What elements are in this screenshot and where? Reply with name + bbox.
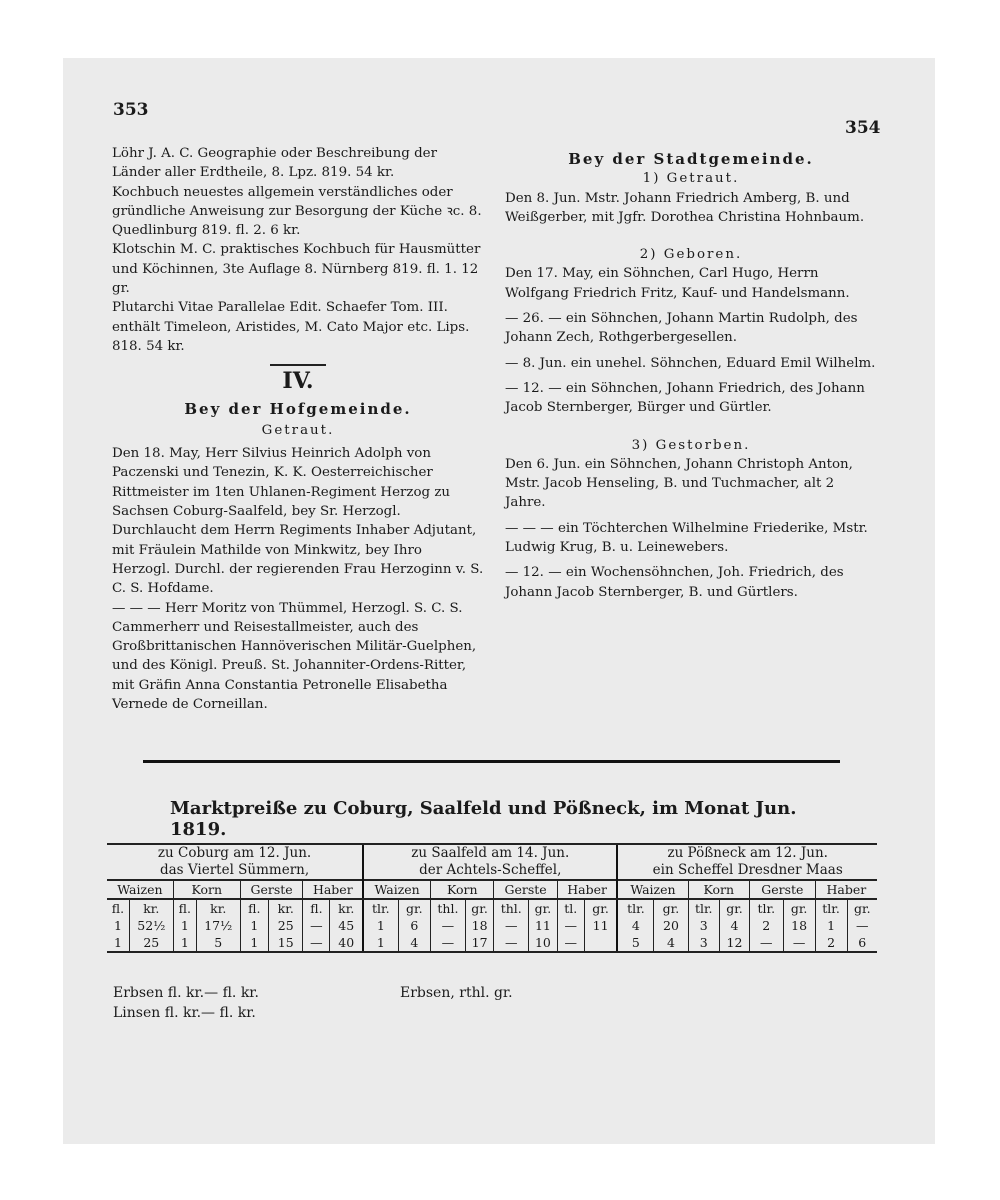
price-cell: 12: [719, 934, 749, 952]
price-cell: 1: [363, 917, 398, 934]
unit-cell: tlr.: [617, 899, 654, 917]
price-cell: —: [494, 917, 529, 934]
grain-header: Waizen: [363, 880, 430, 899]
price-cell: 2: [815, 934, 847, 952]
record-entry: Den 8. Jun. Mstr. Johann Friedrich Amberg, B. und Weißgerber, mit Jgfr. Dorothea Christina Hohnbaum.: [505, 190, 865, 225]
record-entry: — — — ein Töchterchen Wilhelmine Friederike, Mstr. Ludwig Krug, B. u. Leinewebers.: [505, 520, 868, 556]
record-entry: — 8. Jun. ein unehel. Söhnchen, Eduard Emil Wilhelm.: [505, 355, 876, 371]
unit-cell: tlr.: [688, 899, 719, 917]
price-cell: 5: [617, 934, 654, 952]
grain-header: Haber: [303, 880, 363, 899]
unit-cell: kr.: [268, 899, 303, 917]
record-entry: — 26. — ein Söhnchen, Johann Martin Rudolph, des Johann Zech, Rothgerbergesellen.: [505, 311, 858, 346]
price-cell: 52½: [129, 917, 173, 934]
book-entry: Plutarchi Vitae Parallelae Edit. Schaefer Tom. III. enthält Timeleon, Aristides, M. Cato Major etc. Lips. 818. 54 kr.: [112, 300, 470, 354]
price-cell: 40: [330, 934, 363, 952]
price-cell: 1: [173, 917, 196, 934]
unit-cell: fl.: [303, 899, 330, 917]
unit-cell: gr.: [719, 899, 749, 917]
grain-header: Waizen: [107, 880, 173, 899]
saalfeld-erbsen-line: Erbsen, rthl. gr.: [400, 985, 513, 1001]
page-divider: [143, 760, 840, 763]
price-cell: 4: [617, 917, 654, 934]
unit-cell: kr.: [129, 899, 173, 917]
record-entry: — 12. — ein Wochensöhnchen, Joh. Friedrich, des Johann Jacob Sternberger, B. und Gürtlers.: [505, 565, 844, 600]
right-column: [505, 150, 877, 602]
unit-cell: gr.: [584, 899, 617, 917]
unit-cell: thl.: [431, 899, 466, 917]
grain-header: Gerste: [240, 880, 303, 899]
unit-cell: fl.: [173, 899, 196, 917]
price-cell: 45: [330, 917, 363, 934]
unit-cell: gr.: [783, 899, 815, 917]
group-header-poessneck: zu Pößneck am 12. Jun. ein Scheffel Dresdner Maas: [617, 844, 877, 880]
price-cell: —: [847, 917, 877, 934]
price-cell: —: [494, 934, 529, 952]
price-row: [107, 934, 877, 952]
price-cell: 5: [196, 934, 240, 952]
price-cell: —: [557, 917, 584, 934]
price-cell: 15: [268, 934, 303, 952]
price-cell: 17½: [196, 917, 240, 934]
price-cell: 11: [584, 917, 617, 934]
linsen-line: Linsen fl. kr.— fl. kr.: [113, 1005, 256, 1021]
book-entry: Klotschin M. C. praktisches Kochbuch für Hausmütter und Köchinnen, 3te Auflage 8. Nürnberg 819. fl. 1. 12 gr.: [112, 242, 481, 297]
left-column: [112, 144, 484, 714]
section-heading: Bey der Hofgemeinde.: [184, 399, 412, 418]
unit-cell: gr.: [529, 899, 558, 917]
price-cell: 1: [113, 918, 122, 933]
unit-row: [107, 899, 877, 917]
grain-header: Gerste: [749, 880, 815, 899]
grain-header: Haber: [815, 880, 877, 899]
price-cell: 25: [268, 917, 303, 934]
price-cell: 6: [847, 934, 877, 952]
grain-header: Waizen: [617, 880, 688, 899]
book-entry: Löhr J. A. C. Geographie oder Beschreibung der Länder aller Erdtheile, 8. Lpz. 819. 54 kr.: [112, 146, 437, 181]
group-header-saalfeld: zu Saalfeld am 14. Jun. der Achtels-Scheffel,: [363, 844, 617, 880]
sub-heading: 3) Gestorben.: [631, 437, 751, 453]
price-cell: 1: [107, 934, 129, 952]
price-cell: 1: [815, 917, 847, 934]
price-cell: 6: [398, 917, 431, 934]
price-cell: 3: [688, 917, 719, 934]
price-cell: 11: [529, 917, 558, 934]
price-cell: 1: [240, 934, 268, 952]
record-entry: — 12. — ein Söhnchen, Johann Friedrich, des Johann Jacob Sternberger, Bürger und Gürtler.: [505, 380, 865, 416]
price-cell: —: [303, 934, 330, 952]
record-entry: Den 17. May, ein Söhnchen, Carl Hugo, Herrn Wolfgang Friedrich Fritz, Kauf- und Handelsmann.: [505, 266, 850, 301]
price-cell: [584, 934, 617, 952]
price-cell: 3: [688, 934, 719, 952]
unit-cell: gr.: [465, 899, 494, 917]
price-cell: 18: [783, 917, 815, 934]
sub-heading: Getraut.: [261, 422, 335, 438]
grain-header: Korn: [688, 880, 749, 899]
unit-cell: tl.: [557, 899, 584, 917]
price-row: [107, 917, 877, 934]
group-header-coburg: zu Coburg am 12. Jun. das Viertel Sümmern,: [107, 844, 363, 880]
record-entry: — — — Herr Moritz von Thümmel, Herzogl. S. C. S. Cammerherr und Reisestallmeister, auch des Großbrittanischen Hannöverischen Militär-Guelphen, und des Königl. Preuß. St. Johanniter-Ordens-Ritter, mit Gräfin Anna Constantia Petronelle Elisabetha Vernede de Corneillan.: [112, 600, 477, 713]
price-cell: 20: [654, 917, 688, 934]
price-cell: 1: [363, 934, 398, 952]
grain-header: Haber: [557, 880, 617, 899]
price-cell: 18: [465, 917, 494, 934]
section-numeral: IV.: [282, 368, 314, 395]
price-cell: —: [303, 917, 330, 934]
grain-header: Korn: [431, 880, 494, 899]
price-cell: 4: [398, 934, 431, 952]
record-entry: Den 18. May, Herr Silvius Heinrich Adolph von Paczenski und Tenezin, K. K. Oesterreichischer Rittmeister im 1ten Uhlanen-Regiment Herzog zu Sachsen Coburg-Saalfeld, bey Sr. Herzogl. Durchlaucht dem Herrn Regiments Inhaber Adjutant, mit Fräulein Mathilde von Minkwitz, bey Ihro Herzogl. Durchl. der regierenden Frau Herzoginn v. S. C. S. Hofdame.: [112, 446, 484, 597]
unit-cell: gr.: [398, 899, 431, 917]
market-price-table: [107, 843, 877, 953]
unit-cell: tlr.: [815, 899, 847, 917]
record-entry: Den 6. Jun. ein Söhnchen, Johann Christoph Anton, Mstr. Jacob Henseling, B. und Tuchmacher, alt 2 Jahre.: [505, 456, 853, 511]
price-cell: 2: [749, 917, 783, 934]
unit-cell: tlr.: [749, 899, 783, 917]
unit-cell: gr.: [654, 899, 688, 917]
price-cell: 1: [240, 917, 268, 934]
page-number-left: 353: [113, 100, 149, 120]
price-cell: —: [431, 934, 466, 952]
section-heading: Bey der Stadtgemeinde.: [568, 150, 814, 168]
page-number-right: 354: [845, 118, 881, 138]
sub-heading: 2) Geboren.: [639, 247, 743, 263]
unit-cell: kr.: [330, 899, 363, 917]
unit-cell: fl.: [111, 901, 125, 916]
unit-cell: gr.: [847, 899, 877, 917]
grain-header: Gerste: [494, 880, 557, 899]
unit-cell: kr.: [196, 899, 240, 917]
book-entry: Kochbuch neuestes allgemein verständliches oder gründliche Anweisung zur Besorgung der Küche ꝛc. 8. Quedlinburg 819. fl. 2. 6 kr.: [112, 184, 482, 239]
price-cell: 10: [529, 934, 558, 952]
price-cell: —: [557, 934, 584, 952]
unit-cell: tlr.: [363, 899, 398, 917]
price-cell: —: [783, 934, 815, 952]
price-cell: 25: [129, 934, 173, 952]
price-cell: —: [431, 917, 466, 934]
price-cell: 17: [465, 934, 494, 952]
grain-header: Korn: [173, 880, 240, 899]
unit-cell: fl.: [240, 899, 268, 917]
price-cell: —: [749, 934, 783, 952]
price-cell: 1: [173, 934, 196, 952]
price-cell: 4: [654, 934, 688, 952]
price-cell: 4: [719, 917, 749, 934]
short-divider: [270, 364, 326, 366]
market-title: Marktpreiße zu Coburg, Saalfeld und Pößneck, im Monat Jun. 1819.: [170, 798, 797, 840]
unit-cell: thl.: [494, 899, 529, 917]
sub-heading: 1) Getraut.: [642, 171, 740, 187]
erbsen-line: Erbsen fl. kr.— fl. kr.: [113, 985, 259, 1001]
